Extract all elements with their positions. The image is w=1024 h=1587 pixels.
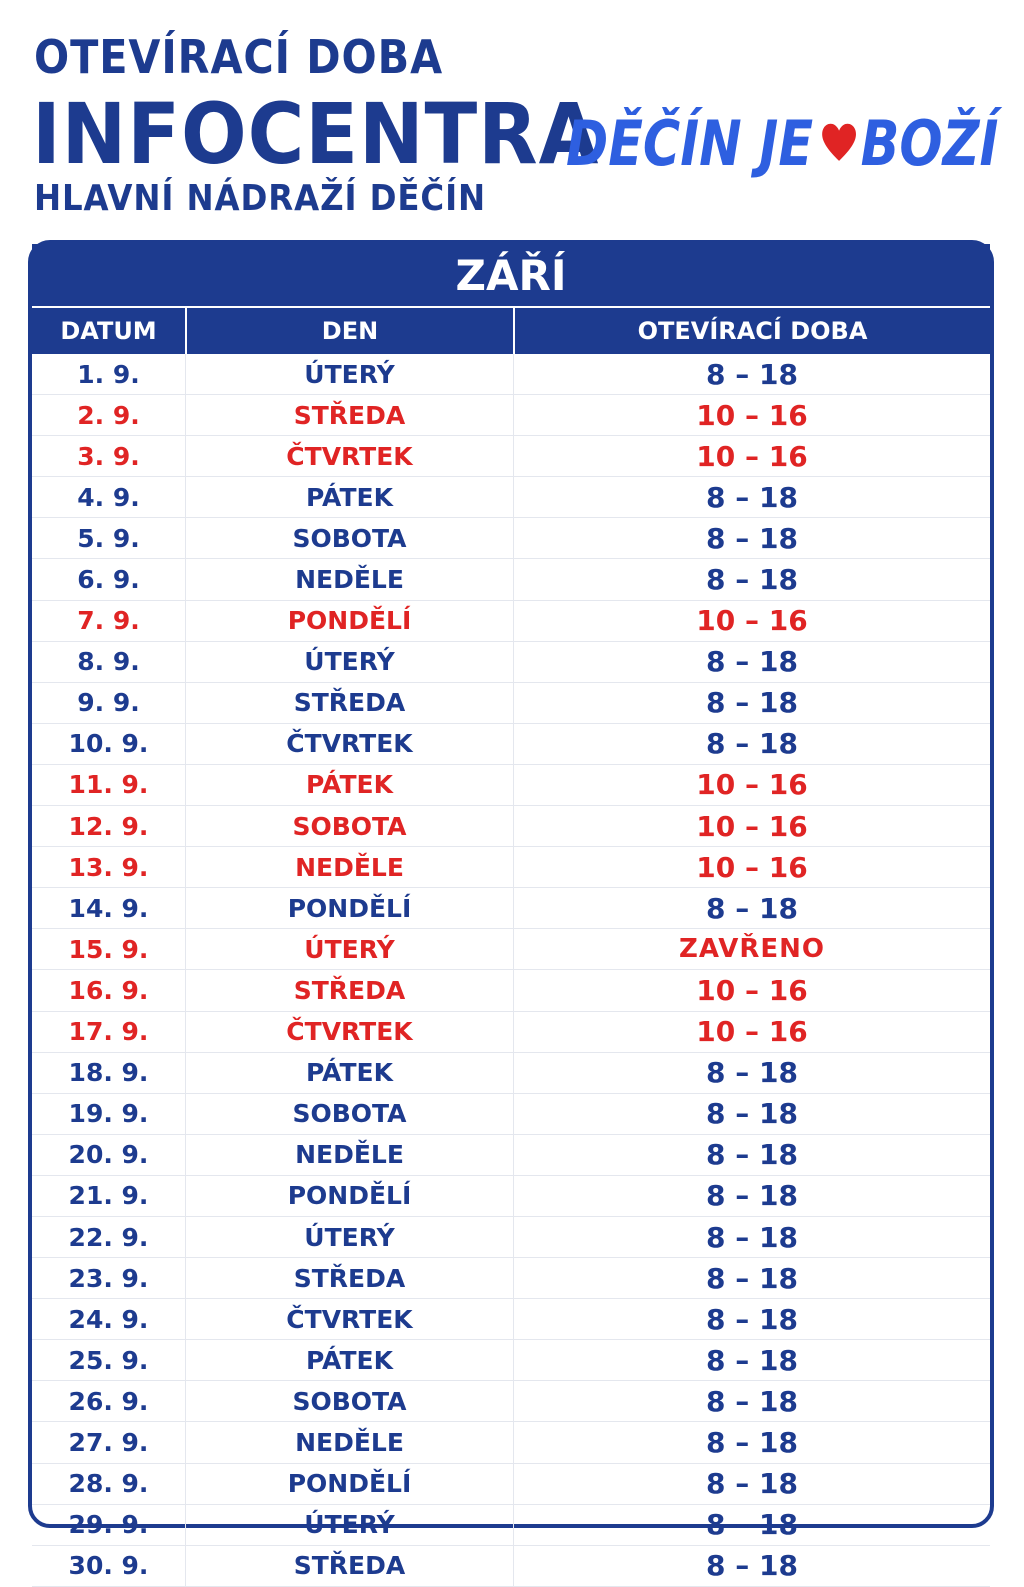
hours-cell: 10 – 16 xyxy=(513,806,990,846)
hours-cell: 8 – 18 xyxy=(513,559,990,599)
date-cell: 23. 9. xyxy=(68,1263,149,1293)
heart-icon xyxy=(821,121,857,165)
day-cell: SOBOTA xyxy=(185,518,513,558)
date-cell: 14. 9. xyxy=(68,893,149,923)
title-line-1: OTEVÍRACÍ DOBA xyxy=(34,30,444,84)
title-line-3: HLAVNÍ NÁDRAŽÍ DĚČÍN xyxy=(34,178,487,219)
date-cell: 26. 9. xyxy=(68,1386,149,1416)
hours-cell: 8 – 18 xyxy=(513,642,990,682)
table-row xyxy=(32,642,990,683)
hours-cell: ZAVŘENO xyxy=(513,929,990,969)
column-header-date: DATUM xyxy=(60,317,157,345)
hours-cell: 8 – 18 xyxy=(513,1422,990,1462)
day-cell: ÚTERÝ xyxy=(185,354,513,394)
hours-cell: 10 – 16 xyxy=(513,847,990,887)
hours-cell: 8 – 18 xyxy=(513,1135,990,1175)
table-row xyxy=(32,559,990,600)
date-cell: 7. 9. xyxy=(77,606,140,636)
day-cell: ÚTERÝ xyxy=(185,1505,513,1545)
table-header xyxy=(32,308,990,354)
day-cell: PÁTEK xyxy=(185,1340,513,1380)
hours-cell: 8 – 18 xyxy=(513,518,990,558)
day-cell: PONDĚLÍ xyxy=(185,601,513,641)
date-cell: 5. 9. xyxy=(77,523,140,553)
date-cell: 12. 9. xyxy=(68,811,149,841)
table-row xyxy=(32,1505,990,1546)
day-cell: STŘEDA xyxy=(185,1258,513,1298)
hours-cell: 10 – 16 xyxy=(513,436,990,476)
date-cell: 25. 9. xyxy=(68,1345,149,1375)
day-cell: SOBOTA xyxy=(185,806,513,846)
day-cell: PÁTEK xyxy=(185,477,513,517)
column-header-day: DEN xyxy=(185,308,513,354)
table-row xyxy=(32,683,990,724)
hours-cell: 8 – 18 xyxy=(513,683,990,723)
table-body xyxy=(32,354,990,1587)
day-cell: PÁTEK xyxy=(185,765,513,805)
date-cell: 11. 9. xyxy=(68,770,149,800)
date-cell: 19. 9. xyxy=(68,1099,149,1129)
header xyxy=(0,0,1024,240)
table-row xyxy=(32,1299,990,1340)
table-row xyxy=(32,1258,990,1299)
table-row xyxy=(32,1053,990,1094)
day-cell: PONDĚLÍ xyxy=(185,1464,513,1504)
table-row xyxy=(32,1422,990,1463)
date-cell: 16. 9. xyxy=(68,975,149,1005)
date-cell: 15. 9. xyxy=(68,934,149,964)
hours-cell: 8 – 18 xyxy=(513,1505,990,1545)
day-cell: STŘEDA xyxy=(185,1546,513,1586)
hours-cell: 10 – 16 xyxy=(513,395,990,435)
day-cell: SOBOTA xyxy=(185,1094,513,1134)
date-cell: 2. 9. xyxy=(77,400,140,430)
table-row xyxy=(32,1094,990,1135)
month-title: ZÁŘÍ xyxy=(32,244,990,308)
date-cell: 1. 9. xyxy=(77,359,140,389)
title-line-2: INFOCENTRA xyxy=(32,85,600,183)
decin-logo xyxy=(566,98,998,188)
date-cell: 28. 9. xyxy=(68,1469,149,1499)
hours-cell: 8 – 18 xyxy=(513,1381,990,1421)
day-cell: NEDĚLE xyxy=(185,1135,513,1175)
date-cell: 21. 9. xyxy=(68,1181,149,1211)
date-cell: 8. 9. xyxy=(77,647,140,677)
table-row xyxy=(32,806,990,847)
hours-cell: 8 – 18 xyxy=(513,1546,990,1586)
table-row xyxy=(32,929,990,970)
hours-cell: 8 – 18 xyxy=(513,1464,990,1504)
date-cell: 30. 9. xyxy=(68,1551,149,1581)
day-cell: ÚTERÝ xyxy=(185,929,513,969)
date-cell: 13. 9. xyxy=(68,852,149,882)
day-cell: ČTVRTEK xyxy=(185,1299,513,1339)
table-row xyxy=(32,1135,990,1176)
hours-cell: 10 – 16 xyxy=(513,970,990,1010)
table-row xyxy=(32,1012,990,1053)
table-row xyxy=(32,477,990,518)
day-cell: ÚTERÝ xyxy=(185,1217,513,1257)
table-row xyxy=(32,518,990,559)
table-row xyxy=(32,436,990,477)
table-row xyxy=(32,724,990,765)
schedule-table xyxy=(28,240,994,1583)
table-row xyxy=(32,1217,990,1258)
date-cell: 24. 9. xyxy=(68,1304,149,1334)
hours-cell: 8 – 18 xyxy=(513,1094,990,1134)
day-cell: ČTVRTEK xyxy=(185,1012,513,1052)
hours-cell: 10 – 16 xyxy=(513,601,990,641)
date-cell: 17. 9. xyxy=(68,1017,149,1047)
table-row xyxy=(32,601,990,642)
day-cell: ÚTERÝ xyxy=(185,642,513,682)
hours-cell: 8 – 18 xyxy=(513,477,990,517)
hours-cell: 8 – 18 xyxy=(513,724,990,764)
table-row xyxy=(32,888,990,929)
day-cell: PÁTEK xyxy=(185,1053,513,1093)
hours-cell: 8 – 18 xyxy=(513,1176,990,1216)
logo-text-before: DĚČÍN JE xyxy=(566,106,814,180)
day-cell: STŘEDA xyxy=(185,683,513,723)
table-row xyxy=(32,1464,990,1505)
day-cell: ČTVRTEK xyxy=(185,724,513,764)
hours-cell: 10 – 16 xyxy=(513,765,990,805)
table-row xyxy=(32,847,990,888)
day-cell: STŘEDA xyxy=(185,970,513,1010)
date-cell: 6. 9. xyxy=(77,565,140,595)
table-row xyxy=(32,970,990,1011)
table-row xyxy=(32,1381,990,1422)
day-cell: ČTVRTEK xyxy=(185,436,513,476)
hours-cell: 8 – 18 xyxy=(513,1340,990,1380)
date-cell: 4. 9. xyxy=(77,482,140,512)
day-cell: SOBOTA xyxy=(185,1381,513,1421)
date-cell: 22. 9. xyxy=(68,1222,149,1252)
column-header-hours: OTEVÍRACÍ DOBA xyxy=(513,308,990,354)
date-cell: 3. 9. xyxy=(77,441,140,471)
day-cell: STŘEDA xyxy=(185,395,513,435)
day-cell: NEDĚLE xyxy=(185,1422,513,1462)
table-row xyxy=(32,1340,990,1381)
day-cell: NEDĚLE xyxy=(185,847,513,887)
logo-text-after: BOŽÍ xyxy=(860,106,999,180)
date-cell: 20. 9. xyxy=(68,1140,149,1170)
date-cell: 10. 9. xyxy=(68,729,149,759)
day-cell: PONDĚLÍ xyxy=(185,888,513,928)
day-cell: PONDĚLÍ xyxy=(185,1176,513,1216)
hours-cell: 10 – 16 xyxy=(513,1012,990,1052)
table-row xyxy=(32,765,990,806)
date-cell: 9. 9. xyxy=(77,688,140,718)
table-row xyxy=(32,354,990,395)
table-row xyxy=(32,395,990,436)
hours-cell: 8 – 18 xyxy=(513,1258,990,1298)
hours-cell: 8 – 18 xyxy=(513,1299,990,1339)
day-cell: NEDĚLE xyxy=(185,559,513,599)
hours-cell: 8 – 18 xyxy=(513,354,990,394)
date-cell: 29. 9. xyxy=(68,1510,149,1540)
hours-cell: 8 – 18 xyxy=(513,1217,990,1257)
date-cell: 27. 9. xyxy=(68,1427,149,1457)
date-cell: 18. 9. xyxy=(68,1058,149,1088)
table-row xyxy=(32,1546,990,1587)
hours-cell: 8 – 18 xyxy=(513,1053,990,1093)
table-row xyxy=(32,1176,990,1217)
hours-cell: 8 – 18 xyxy=(513,888,990,928)
